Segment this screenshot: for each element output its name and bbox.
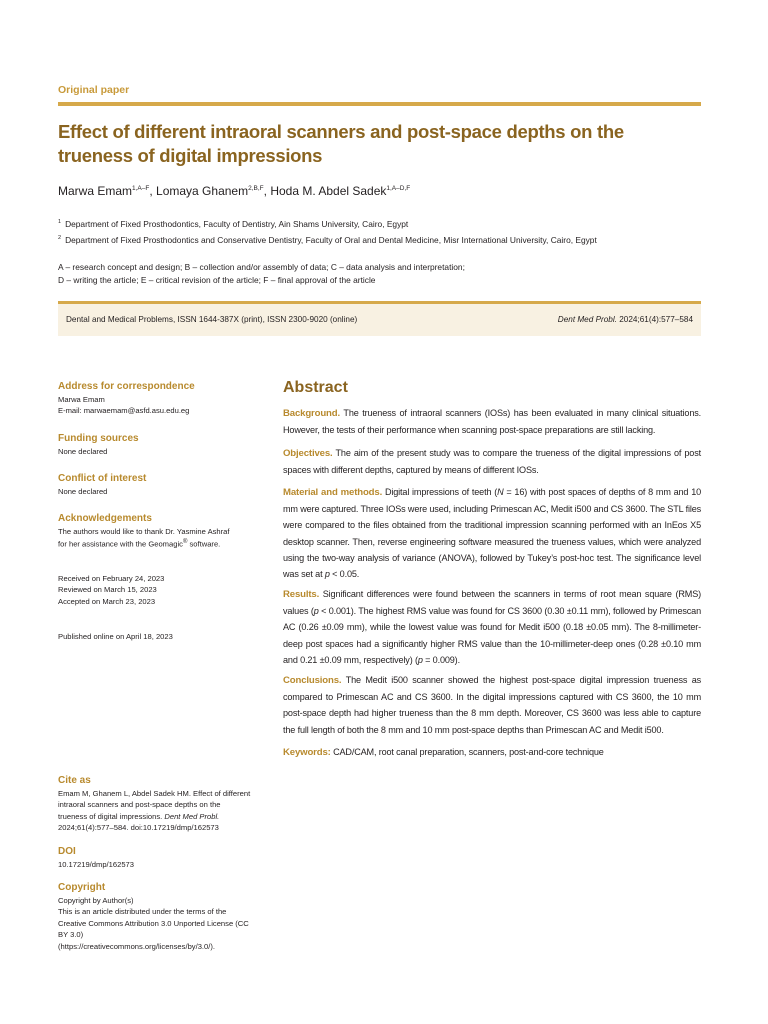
author-contribution: 1,A–D,F bbox=[386, 185, 411, 192]
cite-line: 2024;61(4):577–584. doi:10.17219/dmp/162573 bbox=[58, 823, 219, 833]
cite-line: intraoral scanners and post-space depths on the bbox=[58, 800, 221, 810]
results-label: Results. bbox=[283, 589, 320, 600]
objectives-text: The aim of the present study was to compare the trueness of the digital impressions of post spaces with different depths, captured by means of different IOSs. bbox=[283, 448, 701, 476]
conflict-text: None declared bbox=[58, 487, 108, 496]
received-date: Received on February 24, 2023 bbox=[58, 574, 165, 583]
abstract-objectives bbox=[283, 445, 701, 478]
acknowledgements-heading: Acknowledgements bbox=[58, 513, 152, 524]
abstract-keywords bbox=[283, 744, 701, 761]
acknowledgements-block bbox=[58, 513, 258, 550]
copyright-line: Copyright by Author(s) bbox=[58, 896, 134, 905]
keywords-label: Keywords: bbox=[283, 747, 331, 758]
cite-heading: Cite as bbox=[58, 775, 91, 786]
copyright-line: This is an article distributed under the terms of the bbox=[58, 907, 227, 917]
abstract-background bbox=[283, 405, 701, 438]
background-label: Background. bbox=[283, 408, 340, 419]
journal-abbrev: Dent Med Probl. bbox=[557, 315, 617, 324]
contribution-line: A – research concept and design; B – collection and/or assembly of data; C – data analysis and interpretation; bbox=[58, 262, 465, 272]
methods-text: Digital impressions of teeth ( bbox=[382, 487, 498, 497]
published-block bbox=[58, 631, 258, 642]
affiliation-number: 2 bbox=[58, 235, 62, 242]
methods-symbol: p bbox=[324, 569, 330, 580]
affiliation-number: 1 bbox=[58, 219, 62, 226]
cite-journal: Dent Med Probl. bbox=[164, 811, 220, 821]
keywords-text: CAD/CAM, root canal preparation, scanners, post-and-core technique bbox=[330, 747, 604, 757]
results-text: = 0.009). bbox=[422, 654, 460, 665]
conclusions-label: Conclusions. bbox=[283, 675, 342, 686]
results-text: Significant differences were found between the scanners in terms of root mean square (RMS) values ( bbox=[283, 589, 701, 617]
author-name: Hoda M. Abdel Sadek bbox=[270, 184, 387, 198]
objectives-label: Objectives. bbox=[283, 448, 333, 459]
funding-heading: Funding sources bbox=[58, 433, 139, 444]
author-list bbox=[58, 184, 410, 198]
copyright-line: Creative Commons Attribution 3.0 Unported License (CC BY 3.0) bbox=[58, 918, 249, 940]
doi-link[interactable]: 10.17219/dmp/162573 bbox=[58, 860, 135, 869]
contribution-line: D – writing the article; E – critical revision of the article; F – final approval of the article bbox=[58, 274, 376, 285]
affiliation bbox=[58, 219, 708, 229]
author-name: Marwa Emam bbox=[58, 184, 133, 198]
correspondence-block bbox=[58, 381, 258, 417]
top-divider bbox=[58, 102, 701, 106]
accepted-date: Accepted on March 23, 2023 bbox=[58, 596, 156, 606]
article-type-label: Original paper bbox=[58, 84, 130, 96]
results-symbol: p bbox=[313, 606, 319, 617]
methods-text: < 0.05. bbox=[329, 569, 360, 580]
doi-block bbox=[58, 846, 258, 870]
funding-block bbox=[58, 433, 258, 457]
author-name: Lomaya Ghanem bbox=[156, 184, 249, 198]
background-text: The trueness of intraoral scanners (IOSs) has been evaluated in many clinical situations. However, the tests of their performance when scanning post-space preparations are still lacking. bbox=[283, 408, 701, 436]
author-contribution: 2,B,F bbox=[248, 185, 264, 192]
correspondence-email[interactable]: E-mail: marwaemam@asfd.asu.edu.eg bbox=[58, 406, 190, 416]
conflict-heading: Conflict of interest bbox=[58, 473, 147, 484]
cite-text: trueness of digital impressions. bbox=[58, 811, 165, 821]
dates-block bbox=[58, 573, 258, 607]
affiliation-text: Department of Fixed Prosthodontics, Faculty of Dentistry, Ain Shams University, Cairo, Egypt bbox=[65, 219, 409, 229]
journal-citation bbox=[558, 315, 693, 324]
correspondence-heading: Address for correspondence bbox=[58, 381, 195, 392]
author-contribution: 1,A–F bbox=[132, 185, 150, 192]
copyright-heading: Copyright bbox=[58, 882, 106, 893]
journal-band bbox=[58, 301, 701, 336]
results-text: < 0.001). The highest RMS value was found for CS 3600 (0.30 ±0.11 mm), followed by Primescan AC (0.26 ±0.09 mm), while the lowest value was found for Medit i500 (0.18 ±0.05 mm). The 8-millimeter-deep post spaces had a significantly higher RMS value than the 10-millimeter-deep ones (0.28 ±0.10 mm and 0.21 ±0.09 mm, respectively) ( bbox=[283, 606, 701, 665]
funding-text: None declared bbox=[58, 447, 108, 456]
acknowledgements-line: The authors would like to thank Dr. Yasmine Ashraf bbox=[58, 527, 230, 536]
methods-text: = 16) with post spaces of depths of 8 mm and 10 mm were captured. Three IOSs were used, including Primescan AC, Medit i500 and CS 3600. The STL files were compared to the files obtained from the traditional impression scanning performed with an InEos X5 desktop scanner. Then, reverse engineering software measured the trueness values, which were analyzed using the two-way analysis of variance (ANOVA), followed by Tukey’s post-hoc test. The significance level was set at bbox=[283, 487, 702, 580]
correspondence-name: Marwa Emam bbox=[58, 395, 105, 404]
reviewed-date: Reviewed on March 15, 2023 bbox=[58, 585, 157, 595]
acknowledgements-line bbox=[58, 537, 258, 550]
copyright-block bbox=[58, 882, 258, 952]
abstract-heading: Abstract bbox=[283, 379, 348, 396]
abstract-results bbox=[283, 586, 701, 668]
doi-heading: DOI bbox=[58, 846, 76, 857]
methods-symbol: N bbox=[497, 487, 504, 497]
affiliation-text: Department of Fixed Prosthodontics and Conservative Dentistry, Faculty of Oral and Dental Medicine, Misr International University, Cairo, Egypt bbox=[65, 235, 597, 245]
methods-label: Material and methods. bbox=[283, 487, 383, 498]
journal-issn: Dental and Medical Problems, ISSN 1644-387X (print), ISSN 2300-9020 (online) bbox=[66, 315, 358, 324]
cite-line bbox=[58, 811, 258, 822]
cite-block bbox=[58, 775, 258, 834]
conflict-block bbox=[58, 473, 258, 497]
conclusions-text: The Medit i500 scanner showed the highest post-space digital impression trueness as compared to Primescan AC and CS 3600. In the digital impressions captured with CS 3600, the 10 mm post-space depth had higher trueness than the 8 mm depth. Moreover, CS 3600 was less able to capture the full length of both the 8 mm and 10 mm post-space depths than Primescan AC and Medit i500. bbox=[283, 675, 701, 735]
acknowledgements-text: for her assistance with the Geomagic bbox=[58, 539, 183, 549]
author-separator: , bbox=[149, 184, 157, 198]
acknowledgements-text: software. bbox=[187, 539, 221, 549]
license-link[interactable]: (https://creativecommons.org/licenses/by/3.0/). bbox=[58, 941, 215, 951]
published-date: Published online on April 18, 2023 bbox=[58, 632, 173, 641]
author-separator: , bbox=[263, 184, 271, 198]
abstract-methods bbox=[283, 484, 701, 582]
abstract-conclusions bbox=[283, 672, 701, 738]
registered-mark: ® bbox=[182, 539, 188, 546]
contribution-legend bbox=[58, 261, 708, 286]
article-title: Effect of different intraoral scanners and post-space depths on the trueness of digital impressions bbox=[58, 121, 624, 166]
affiliation bbox=[58, 235, 708, 245]
results-symbol: p bbox=[417, 654, 423, 665]
journal-volume: 2024;61(4):577–584 bbox=[616, 315, 693, 324]
cite-line: Emam M, Ghanem L, Abdel Sadek HM. Effect of different bbox=[58, 789, 251, 798]
